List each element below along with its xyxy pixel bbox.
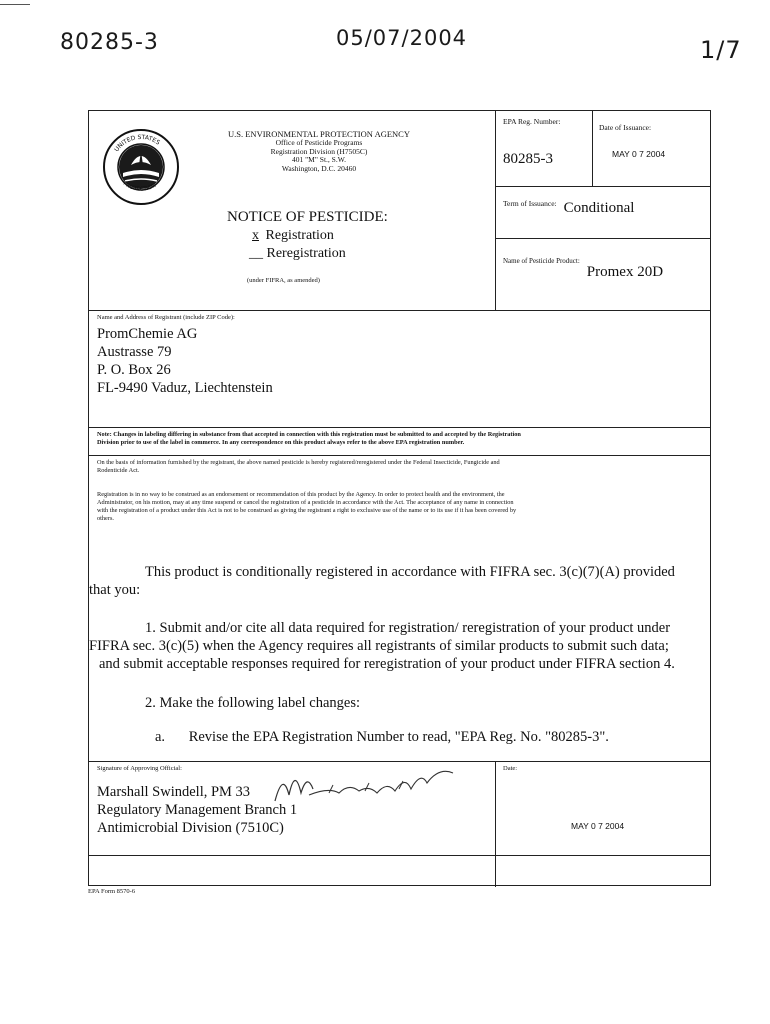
- registrant-label: Name and Address of Registrant (include ZIP Code):: [97, 314, 235, 321]
- registrant-name: PromChemie AG: [97, 326, 198, 342]
- pesticide-notice-form: [88, 110, 711, 886]
- basis-line-1: On the basis of information furnished by the registrant, the above named pesticide is hereby registered/reregistered under the Federal Insecticide, Fungicide and: [97, 459, 500, 466]
- signature-label: Signature of Approving Official:: [97, 765, 182, 772]
- divider-signature: [89, 761, 710, 762]
- divider-note: [89, 427, 710, 428]
- p2-line-1: 1. Submit and/or cite all data required for registration/ reregistration of your product under: [145, 620, 671, 636]
- body-paragraph-4: [155, 728, 609, 746]
- registrant-street: Austrasse 79: [97, 344, 172, 360]
- body-paragraph-3: 2. Make the following label changes:: [145, 695, 361, 711]
- p1-line-1: This product is conditionally registered in accordance with FIFRA sec. 3(c)(7)(A) provided: [145, 564, 675, 580]
- p2-line-3: and submit acceptable responses required for reregistration of your product under FIFRA section 4.: [99, 656, 675, 672]
- p2-line-2: FIFRA sec. 3(c)(5) when the Agency requires all registrants of similar products to submit such data;: [89, 638, 669, 654]
- handwritten-page-number: 1/7: [700, 36, 742, 64]
- handwritten-signature-icon: [269, 763, 459, 813]
- agency-division: Registration Division (H7505C): [270, 146, 368, 156]
- epa-seal-icon: [101, 127, 181, 207]
- handwritten-reg-number: 80285-3: [60, 30, 159, 55]
- registration-label: Registration: [265, 228, 334, 243]
- reg-line-1: Registration is in no way to be construed as an endorsement or recommendation of this product by the Agency. In order to protect health and the environment, the: [97, 491, 505, 498]
- basis-line-2: Rodenticide Act.: [97, 467, 140, 474]
- reregistration-label: Reregistration: [266, 246, 346, 261]
- right-col-line-2: [495, 238, 710, 239]
- labeling-note: [97, 431, 521, 447]
- product-name: [503, 257, 664, 280]
- date-label: Date:: [503, 765, 518, 772]
- reregistration-option: [249, 246, 346, 262]
- note-line-1: Note: Changes in labeling differing in substance from that accepted in connection with this registration must be submitted to and accepted by the Registration: [97, 431, 521, 438]
- agency-street: 401 "M" St., S.W.: [292, 155, 346, 164]
- term-label: Term of Issuance:: [503, 199, 557, 208]
- seal-text-top: UNITED STATES: [113, 133, 162, 154]
- reg-line-4: others.: [97, 515, 114, 522]
- note-line-2: Division prior to use of the label in commerce. In any correspondence on this product always refer to the above EPA registration number.: [97, 439, 465, 446]
- p1-line-2: that you:: [89, 582, 141, 598]
- date-issuance-label: Date of Issuance:: [599, 123, 652, 132]
- p4-text: Revise the EPA Registration Number to read, "EPA Reg. No. "80285-3".: [188, 729, 609, 745]
- registration-disclaimer: [97, 491, 516, 523]
- signatory-branch: Regulatory Management Branch 1: [97, 802, 298, 818]
- body-paragraph-2: [89, 619, 712, 673]
- body-paragraph-1: [89, 563, 709, 599]
- reg-line-2: Administrator, on his motion, may at any time suspend or cancel the registration of a pesticide in accordance with the Act. The acceptance of any name in connection: [97, 499, 514, 506]
- divider-registrant: [89, 310, 710, 311]
- right-col-line-1: [495, 186, 710, 187]
- reregistration-mark: __: [249, 246, 263, 261]
- product-label: Name of Pesticide Product:: [503, 257, 580, 265]
- registrant-address: [97, 325, 273, 397]
- agency-city: Washington, D.C. 20460: [281, 163, 357, 173]
- signatory-name: Marshall Swindell, PM 33: [97, 784, 251, 800]
- divider-basis: [89, 455, 710, 456]
- product-value: Promex 20D: [586, 264, 664, 280]
- epa-reg-value: 80285-3: [503, 151, 553, 167]
- signature-date-divider: [495, 761, 496, 887]
- agency-name: U.S. ENVIRONMENTAL PROTECTION AGENCY: [228, 129, 410, 139]
- date-issuance-value: MAY 0 7 2004: [612, 149, 666, 159]
- epa-reg-label: EPA Reg. Number:: [503, 117, 561, 126]
- handwritten-date: 05/07/2004: [336, 26, 468, 50]
- scan-mark: [0, 4, 30, 5]
- registrant-pobox: P. O. Box 26: [97, 362, 171, 378]
- p4-letter: a.: [155, 729, 166, 745]
- term-value: Conditional: [563, 200, 635, 216]
- agency-office: Office of Pesticide Programs: [275, 138, 363, 147]
- registration-mark: x: [252, 228, 259, 243]
- signature-date-value: MAY 0 7 2004: [571, 821, 625, 831]
- term-of-issuance: [503, 199, 634, 217]
- date-column-divider: [592, 111, 593, 186]
- registrant-city: FL-9490 Vaduz, Liechtenstein: [97, 380, 273, 396]
- reg-line-3: with the registration of a product under this Act is not to be construed as giving the registrant a right to exclusive use of the name or to its use if it has been covered by: [97, 507, 517, 514]
- bottom-left-cell: [89, 855, 495, 885]
- signatory-division: Antimicrobial Division (7510C): [97, 820, 284, 836]
- right-column-divider: [495, 111, 496, 310]
- agency-header: [209, 129, 429, 173]
- registration-option: [249, 228, 334, 244]
- notice-title: NOTICE OF PESTICIDE:: [227, 209, 388, 225]
- fifra-note: (under FIFRA, as amended): [247, 277, 320, 284]
- signatory: [97, 783, 297, 837]
- form-number: EPA Form 8570-6: [88, 888, 136, 895]
- seal-text-bottom: PROTECTION: [121, 180, 158, 193]
- basis-text: [97, 459, 500, 475]
